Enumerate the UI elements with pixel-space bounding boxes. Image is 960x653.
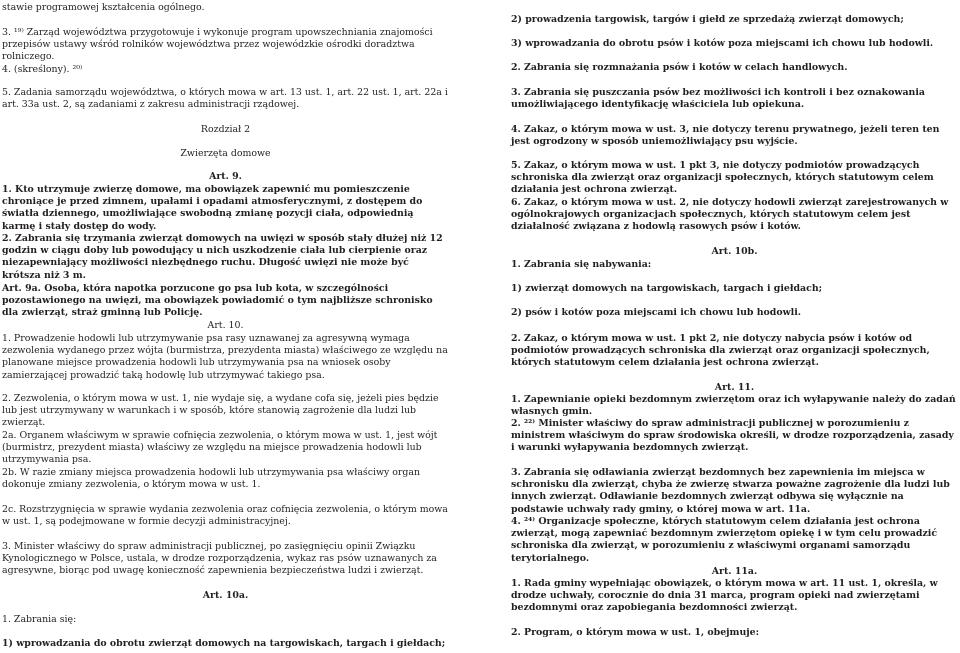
right-paragraph-art10b-1-2: 2) psów i kotów poza miejscami ich chowu lub hodowli. xyxy=(511,307,802,318)
article-heading-11a: Art. 11a. xyxy=(711,566,758,577)
left-paragraph-art9-1: 1. Kto utrzymuje zwierzę domowe, ma obowiązek zapewnić mu pomieszczenie chroniące je przed zimnem, upałami i opadami atmosferycznymi, z dostępem do światła dziennego, umożliwiające swobodną zmianę pozycji ciała, odpowiednią karmę i stały dostęp do wody. xyxy=(2,184,423,232)
right-paragraph-3: 2. Zabrania się rozmnażania psów i kotów w celach handlowych. xyxy=(511,62,848,73)
right-paragraph-7: 6. Zakaz, o którym mowa w ust. 2, nie dotyczy hodowli zwierząt zarejestrowanych w ogólnokrajowych organizacjach społecznych, których statutowym celem jest działalność związana z hodowlą rasowych psów i kotów. xyxy=(511,197,949,233)
article-heading-10: Art. 10. xyxy=(207,320,244,331)
left-paragraph-art10-3: 3. Minister właściwy do spraw administracji publicznej, po zasięgnięciu opinii Związku Kynologicznego w Polsce, ustala, w drodze rozporządzenia, wykaz ras psów uznawanych za agresywne, biorąc pod uwagę konieczność zapewnienia bezpieczeństwa ludzi i zwierząt. xyxy=(2,541,437,577)
left-paragraph-4: 5. Zadania samorządu województwa, o których mowa w art. 13 ust. 1, art. 22 ust. 1, art. 22a i art. 33a ust. 2, są zadaniami z zakresu administracji rządowej. xyxy=(2,87,448,111)
right-paragraph-1: 2) prowadzenia targowisk, targów i giełd ze sprzedażą zwierząt domowych; xyxy=(511,14,904,25)
article-heading-10a: Art. 10a. xyxy=(202,590,249,601)
right-paragraph-2: 3) wprowadzania do obrotu psów i kotów poza miejscami ich chowu lub hodowli. xyxy=(511,38,934,49)
left-paragraph-art10a-1-1: 1) wprowadzania do obrotu zwierząt domowych na targowiskach, targach i giełdach; xyxy=(2,638,446,649)
left-paragraph-art10-2b: 2b. W razie zmiany miejsca prowadzenia hodowli lub utrzymywania psa właściwy organ dokonuje zmiany zezwolenia, o którym mowa w ust. 1. xyxy=(2,467,421,491)
right-paragraph-art11a-1: 1. Rada gminy wypełniając obowiązek, o którym mowa w art. 11 ust. 1, określa, w drodze uchwały, corocznie do dnia 31 marca, program opieki nad zwierzętami bezdomnymi oraz zapobiegania bezdomności zwierząt. xyxy=(511,578,938,614)
article-heading-10b: Art. 10b. xyxy=(711,246,758,257)
left-paragraph-art9-2: 2. Zabrania się trzymania zwierząt domowych na uwięzi w sposób stały dłużej niż 12 godzin w ciągu doby lub powodujący u nich uszkodzenie ciała lub cierpienie oraz niezapewniający możliwości niezbędnego ruchu. Długość uwięzi nie może być krótsza niż 3 m. xyxy=(2,233,443,281)
right-paragraph-art11-3: 3. Zabrania się odławiania zwierząt bezdomnych bez zapewnienia im miejsca w schronisku dla zwierząt, chyba że zwierzę stwarza poważne zagrożenie dla ludzi lub innych zwierząt. Odławianie bezdomnych zwierząt odbywa się wyłącznie na podstawie uchwały rady gminy, o której mowa w art. 11a. xyxy=(511,467,950,515)
right-paragraph-art11-4: 4. ²⁴⁾ Organizacje społeczne, których statutowym celem działania jest ochrona zwierząt, mogą zapewniać bezdomnym zwierzętom opiekę i w tym celu prowadzić schroniska dla zwierząt, w porozumieniu z właściwymi organami samorządu terytorialnego. xyxy=(511,516,938,564)
right-paragraph-6: 5. Zakaz, o którym mowa w ust. 1 pkt 3, nie dotyczy podmiotów prowadzących schroniska dla zwierząt oraz organizacji społecznych, których statutowym celem działania jest ochrona zwierząt. xyxy=(511,160,934,196)
right-paragraph-art10b-2: 2. Zakaz, o którym mowa w ust. 1 pkt 2, nie dotyczy nabycia psów i kotów od podmiotów prowadzących schroniska dla zwierząt oraz organizacji społecznych, których statutowym celem działania jest ochrona zwierząt. xyxy=(511,333,930,369)
right-paragraph-art11-1: 1. Zapewnianie opieki bezdomnym zwierzętom oraz ich wyłapywanie należy do zadań własnych gmin. xyxy=(511,394,956,418)
left-paragraph-art10a-1: 1. Zabrania się: xyxy=(2,614,77,625)
left-paragraph-2: 3. ¹⁹⁾ Zarząd województwa przygotowuje i wykonuje program upowszechniania znajomości przepisów ustawy wśród rolników województwa przez wojewódzkie ośrodki doradztwa rolniczego. xyxy=(2,27,433,63)
left-paragraph-art9a: Art. 9a. Osoba, która napotka porzucone go psa lub kota, w szczególności pozostawionego na uwięzi, ma obowiązek powiadomić o tym najbliższe schronisko dla zwierząt, straż gminną lub Policję. xyxy=(2,283,433,319)
right-paragraph-art10b-1: 1. Zabrania się nabywania: xyxy=(511,259,652,270)
left-paragraph-art10-1: 1. Prowadzenie hodowli lub utrzymywanie psa rasy uznawanej za agresywną wymaga zezwolenia wydanego przez wójta (burmistrza, prezydenta miasta) właściwego ze względu na planowane miejsce prowadzenia hodowli lub utrzymywania psa na wniosek osoby zamierzającej prowadzić taką hodowlę lub utrzymywać takiego psa. xyxy=(2,333,448,381)
article-heading-9: Art. 9. xyxy=(209,171,242,182)
right-paragraph-art11-2: 2. ²²⁾ Minister właściwy do spraw administracji publicznej w porozumieniu z ministrem właściwym do spraw środowiska określi, w drodze rozporządzenia, zasady i warunki wyłapywania bezdomnych zwierząt. xyxy=(511,418,954,454)
right-paragraph-4: 3. Zabrania się puszczania psów bez możliwości ich kontroli i bez oznakowania umożliwiającego identyfikację właściciela lub opiekuna. xyxy=(511,87,925,111)
left-paragraph-art10-2: 2. Zezwolenia, o którym mowa w ust. 1, nie wydaje się, a wydane cofa się, jeżeli pies będzie lub jest utrzymywany w warunkach i w sposób, które stanowią zagrożenie dla ludzi lub zwierząt. xyxy=(2,393,439,429)
left-paragraph-art10-2a: 2a. Organem właściwym w sprawie cofnięcia zezwolenia, o którym mowa w ust. 1, jest wójt (burmistrz, prezydent miasta) właściwy ze względu na miejsce prowadzenia hodowli lub utrzymywania psa. xyxy=(2,430,438,466)
left-paragraph-art10-2c: 2c. Rozstrzygnięcia w sprawie wydania zezwolenia oraz cofnięcia zezwolenia, o którym mowa w ust. 1, są podejmowane w formie decyzji administracyjnej. xyxy=(2,504,448,528)
right-paragraph-art10b-1-1: 1) zwierząt domowych na targowiskach, targach i giełdach; xyxy=(511,283,823,294)
right-paragraph-5: 4. Zakaz, o którym mowa w ust. 3, nie dotyczy terenu prywatnego, jeżeli teren ten jest ogrodzony w sposób uniemożliwiający psu wyjście. xyxy=(511,124,940,148)
left-paragraph-1: stawie programowej kształcenia ogólnego. xyxy=(2,2,205,13)
chapter-title: Zwierzęta domowe xyxy=(180,148,271,159)
article-heading-11: Art. 11. xyxy=(714,382,755,393)
chapter-number: Rozdział 2 xyxy=(200,124,251,135)
right-paragraph-art11a-2: 2. Program, o którym mowa w ust. 1, obejmuje: xyxy=(511,627,760,638)
left-paragraph-3: 4. (skreślony). ²⁰⁾ xyxy=(2,64,83,75)
